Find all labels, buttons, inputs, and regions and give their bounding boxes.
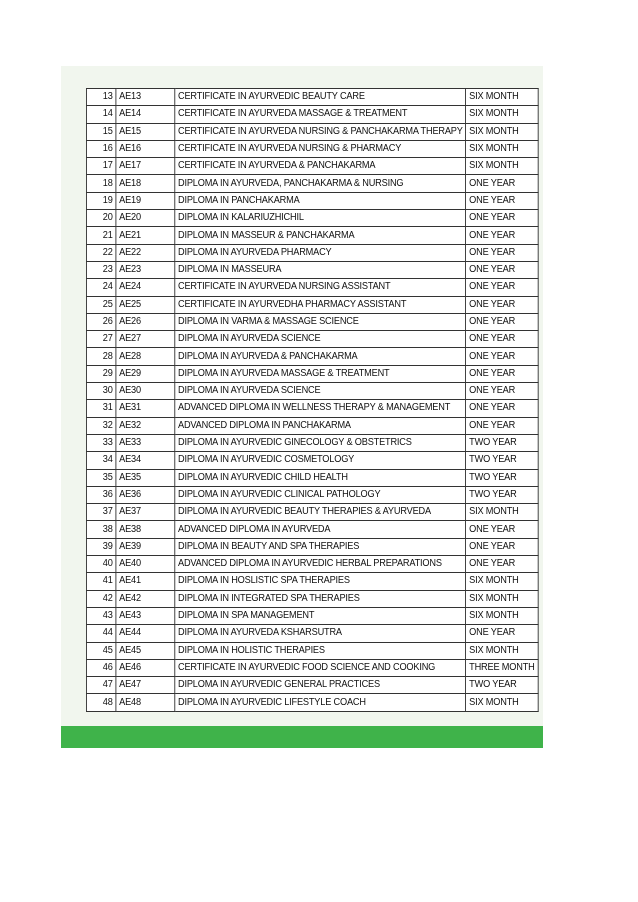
- table-row: [86, 158, 537, 175]
- course-duration-cell: SIX MONTH: [466, 590, 538, 607]
- table-row: [86, 348, 537, 365]
- course-duration-cell: ONE YEAR: [466, 210, 538, 227]
- course-title-cell: CERTIFICATE IN AYURVEDIC BEAUTY CARE: [175, 89, 466, 106]
- table-row: [86, 452, 537, 469]
- course-code-cell: AE23: [116, 261, 175, 278]
- course-title-cell: CERTIFICATE IN AYURVEDIC FOOD SCIENCE AND COOKING: [175, 659, 466, 676]
- course-duration-cell: ONE YEAR: [466, 521, 538, 538]
- course-code-cell: AE39: [116, 538, 175, 555]
- footer-green-bar: [61, 726, 543, 748]
- course-title-cell: DIPLOMA IN AYURVEDIC LIFESTYLE COACH: [175, 694, 466, 711]
- table-row: [86, 417, 537, 434]
- course-number-cell: 38: [86, 521, 115, 538]
- course-duration-cell: TWO YEAR: [466, 434, 538, 451]
- course-number-cell: 22: [86, 244, 115, 261]
- course-duration-cell: ONE YEAR: [466, 192, 538, 209]
- course-code-cell: AE44: [116, 625, 175, 642]
- table-row: [86, 659, 537, 676]
- course-title-cell: DIPLOMA IN BEAUTY AND SPA THERAPIES: [175, 538, 466, 555]
- course-number-cell: 23: [86, 261, 115, 278]
- course-title-cell: DIPLOMA IN INTEGRATED SPA THERAPIES: [175, 590, 466, 607]
- course-duration-cell: ONE YEAR: [466, 538, 538, 555]
- course-number-cell: 33: [86, 434, 115, 451]
- course-number-cell: 31: [86, 400, 115, 417]
- course-number-cell: 32: [86, 417, 115, 434]
- table-row: [86, 607, 537, 624]
- course-code-cell: AE34: [116, 452, 175, 469]
- table-row: [86, 175, 537, 192]
- course-title-cell: DIPLOMA IN AYURVEDA KSHARSUTRA: [175, 625, 466, 642]
- course-duration-cell: ONE YEAR: [466, 400, 538, 417]
- table-row: [86, 400, 537, 417]
- course-number-cell: 30: [86, 383, 115, 400]
- course-number-cell: 13: [86, 89, 115, 106]
- course-code-cell: AE20: [116, 210, 175, 227]
- course-title-cell: DIPLOMA IN AYURVEDA & PANCHAKARMA: [175, 348, 466, 365]
- course-title-cell: CERTIFICATE IN AYURVEDA NURSING & PANCHAKARMA THERAPY: [175, 123, 466, 140]
- course-code-cell: AE18: [116, 175, 175, 192]
- course-number-cell: 39: [86, 538, 115, 555]
- course-number-cell: 19: [86, 192, 115, 209]
- course-number-cell: 43: [86, 607, 115, 624]
- table-row: [86, 244, 537, 261]
- course-code-cell: AE32: [116, 417, 175, 434]
- course-duration-cell: SIX MONTH: [466, 504, 538, 521]
- course-duration-cell: SIX MONTH: [466, 140, 538, 157]
- course-number-cell: 24: [86, 279, 115, 296]
- table-row: [86, 106, 537, 123]
- course-duration-cell: ONE YEAR: [466, 261, 538, 278]
- table-row: [86, 331, 537, 348]
- course-title-cell: DIPLOMA IN AYURVEDIC BEAUTY THERAPIES & AYURVEDA: [175, 504, 466, 521]
- course-duration-cell: ONE YEAR: [466, 313, 538, 330]
- course-number-cell: 15: [86, 123, 115, 140]
- table-row: [86, 590, 537, 607]
- table-row: [86, 210, 537, 227]
- course-duration-cell: TWO YEAR: [466, 486, 538, 503]
- course-title-cell: DIPLOMA IN AYURVEDA SCIENCE: [175, 331, 466, 348]
- course-duration-cell: SIX MONTH: [466, 123, 538, 140]
- course-title-cell: CERTIFICATE IN AYURVEDA MASSAGE & TREATMENT: [175, 106, 466, 123]
- course-code-cell: AE46: [116, 659, 175, 676]
- table-row: [86, 383, 537, 400]
- table-row: [86, 227, 537, 244]
- table-row: [86, 642, 537, 659]
- course-number-cell: 48: [86, 694, 115, 711]
- course-title-cell: DIPLOMA IN SPA MANAGEMENT: [175, 607, 466, 624]
- course-table: [86, 88, 538, 712]
- course-title-cell: DIPLOMA IN HOSLISTIC SPA THERAPIES: [175, 573, 466, 590]
- course-duration-cell: ONE YEAR: [466, 417, 538, 434]
- course-code-cell: AE21: [116, 227, 175, 244]
- course-code-cell: AE14: [116, 106, 175, 123]
- course-title-cell: CERTIFICATE IN AYURVEDA NURSING & PHARMACY: [175, 140, 466, 157]
- course-code-cell: AE13: [116, 89, 175, 106]
- course-title-cell: ADVANCED DIPLOMA IN AYURVEDA: [175, 521, 466, 538]
- course-code-cell: AE28: [116, 348, 175, 365]
- course-code-cell: AE33: [116, 434, 175, 451]
- course-number-cell: 44: [86, 625, 115, 642]
- course-code-cell: AE43: [116, 607, 175, 624]
- course-code-cell: AE24: [116, 279, 175, 296]
- course-code-cell: AE25: [116, 296, 175, 313]
- table-row: [86, 140, 537, 157]
- course-code-cell: AE45: [116, 642, 175, 659]
- table-row: [86, 538, 537, 555]
- course-title-cell: DIPLOMA IN AYURVEDIC CLINICAL PATHOLOGY: [175, 486, 466, 503]
- course-code-cell: AE47: [116, 677, 175, 694]
- course-title-cell: DIPLOMA IN AYURVEDA PHARMACY: [175, 244, 466, 261]
- table-row: [86, 89, 537, 106]
- course-code-cell: AE40: [116, 556, 175, 573]
- table-row: [86, 469, 537, 486]
- table-row: [86, 192, 537, 209]
- table-row: [86, 434, 537, 451]
- course-duration-cell: TWO YEAR: [466, 677, 538, 694]
- course-duration-cell: ONE YEAR: [466, 365, 538, 382]
- table-row: [86, 573, 537, 590]
- course-title-cell: DIPLOMA IN MASSEURA: [175, 261, 466, 278]
- course-code-cell: AE38: [116, 521, 175, 538]
- course-title-cell: DIPLOMA IN AYURVEDIC COSMETOLOGY: [175, 452, 466, 469]
- course-duration-cell: ONE YEAR: [466, 244, 538, 261]
- course-duration-cell: ONE YEAR: [466, 227, 538, 244]
- course-code-cell: AE31: [116, 400, 175, 417]
- table-row: [86, 556, 537, 573]
- table-row: [86, 279, 537, 296]
- course-code-cell: AE29: [116, 365, 175, 382]
- course-duration-cell: ONE YEAR: [466, 556, 538, 573]
- course-number-cell: 17: [86, 158, 115, 175]
- table-row: [86, 521, 537, 538]
- course-title-cell: DIPLOMA IN AYURVEDIC GINECOLOGY & OBSTETRICS: [175, 434, 466, 451]
- course-title-cell: DIPLOMA IN AYURVEDIC GENERAL PRACTICES: [175, 677, 466, 694]
- course-duration-cell: ONE YEAR: [466, 383, 538, 400]
- course-duration-cell: SIX MONTH: [466, 607, 538, 624]
- course-number-cell: 45: [86, 642, 115, 659]
- course-number-cell: 40: [86, 556, 115, 573]
- course-code-cell: AE48: [116, 694, 175, 711]
- course-duration-cell: ONE YEAR: [466, 279, 538, 296]
- table-row: [86, 123, 537, 140]
- course-number-cell: 28: [86, 348, 115, 365]
- course-title-cell: ADVANCED DIPLOMA IN WELLNESS THERAPY & MANAGEMENT: [175, 400, 466, 417]
- course-title-cell: DIPLOMA IN AYURVEDA MASSAGE & TREATMENT: [175, 365, 466, 382]
- course-number-cell: 41: [86, 573, 115, 590]
- course-code-cell: AE36: [116, 486, 175, 503]
- course-title-cell: DIPLOMA IN KALARIUZHICHIL: [175, 210, 466, 227]
- course-code-cell: AE22: [116, 244, 175, 261]
- course-title-cell: DIPLOMA IN HOLISTIC THERAPIES: [175, 642, 466, 659]
- course-code-cell: AE27: [116, 331, 175, 348]
- course-code-cell: AE15: [116, 123, 175, 140]
- course-title-cell: DIPLOMA IN AYURVEDA SCIENCE: [175, 383, 466, 400]
- course-duration-cell: SIX MONTH: [466, 89, 538, 106]
- course-title-cell: CERTIFICATE IN AYURVEDA NURSING ASSISTANT: [175, 279, 466, 296]
- course-number-cell: 36: [86, 486, 115, 503]
- course-number-cell: 20: [86, 210, 115, 227]
- table-row: [86, 313, 537, 330]
- table-row: [86, 677, 537, 694]
- course-number-cell: 35: [86, 469, 115, 486]
- course-title-cell: DIPLOMA IN PANCHAKARMA: [175, 192, 466, 209]
- course-code-cell: AE17: [116, 158, 175, 175]
- course-table-body: [86, 89, 537, 712]
- course-duration-cell: TWO YEAR: [466, 452, 538, 469]
- course-title-cell: DIPLOMA IN MASSEUR & PANCHAKARMA: [175, 227, 466, 244]
- table-row: [86, 625, 537, 642]
- course-duration-cell: SIX MONTH: [466, 642, 538, 659]
- course-number-cell: 14: [86, 106, 115, 123]
- course-number-cell: 46: [86, 659, 115, 676]
- table-row: [86, 365, 537, 382]
- course-duration-cell: TWO YEAR: [466, 469, 538, 486]
- course-code-cell: AE30: [116, 383, 175, 400]
- course-duration-cell: SIX MONTH: [466, 158, 538, 175]
- course-title-cell: ADVANCED DIPLOMA IN PANCHAKARMA: [175, 417, 466, 434]
- course-number-cell: 21: [86, 227, 115, 244]
- course-number-cell: 47: [86, 677, 115, 694]
- course-title-cell: DIPLOMA IN AYURVEDIC CHILD HEALTH: [175, 469, 466, 486]
- course-number-cell: 16: [86, 140, 115, 157]
- course-title-cell: DIPLOMA IN VARMA & MASSAGE SCIENCE: [175, 313, 466, 330]
- course-duration-cell: SIX MONTH: [466, 106, 538, 123]
- course-duration-cell: ONE YEAR: [466, 331, 538, 348]
- course-duration-cell: ONE YEAR: [466, 175, 538, 192]
- course-number-cell: 27: [86, 331, 115, 348]
- table-row: [86, 261, 537, 278]
- course-title-cell: CERTIFICATE IN AYURVEDHA PHARMACY ASSISTANT: [175, 296, 466, 313]
- course-title-cell: CERTIFICATE IN AYURVEDA & PANCHAKARMA: [175, 158, 466, 175]
- course-number-cell: 29: [86, 365, 115, 382]
- course-number-cell: 42: [86, 590, 115, 607]
- course-code-cell: AE37: [116, 504, 175, 521]
- course-number-cell: 25: [86, 296, 115, 313]
- course-number-cell: 18: [86, 175, 115, 192]
- course-code-cell: AE16: [116, 140, 175, 157]
- course-number-cell: 26: [86, 313, 115, 330]
- course-duration-cell: ONE YEAR: [466, 348, 538, 365]
- table-row: [86, 694, 537, 711]
- course-duration-cell: ONE YEAR: [466, 296, 538, 313]
- course-title-cell: DIPLOMA IN AYURVEDA, PANCHAKARMA & NURSING: [175, 175, 466, 192]
- course-code-cell: AE35: [116, 469, 175, 486]
- table-row: [86, 486, 537, 503]
- table-row: [86, 296, 537, 313]
- course-title-cell: ADVANCED DIPLOMA IN AYURVEDIC HERBAL PREPARATIONS: [175, 556, 466, 573]
- course-code-cell: AE41: [116, 573, 175, 590]
- course-code-cell: AE26: [116, 313, 175, 330]
- course-duration-cell: ONE YEAR: [466, 625, 538, 642]
- course-duration-cell: THREE MONTH: [466, 659, 538, 676]
- course-code-cell: AE19: [116, 192, 175, 209]
- table-row: [86, 504, 537, 521]
- course-duration-cell: SIX MONTH: [466, 573, 538, 590]
- course-code-cell: AE42: [116, 590, 175, 607]
- course-number-cell: 34: [86, 452, 115, 469]
- course-number-cell: 37: [86, 504, 115, 521]
- course-duration-cell: SIX MONTH: [466, 694, 538, 711]
